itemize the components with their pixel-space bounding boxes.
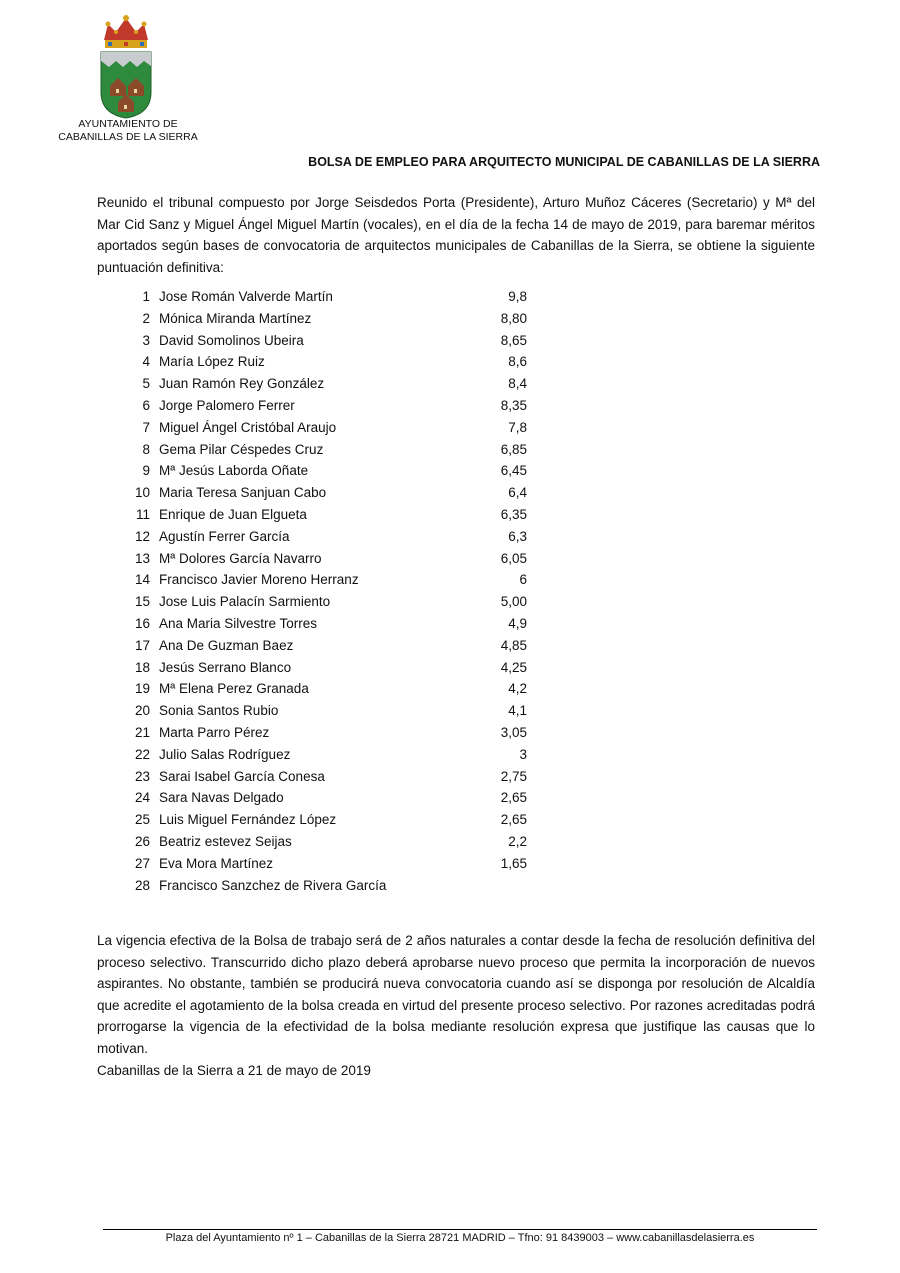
candidate-score: 2,75 bbox=[500, 768, 527, 784]
candidate-name: Jesús Serrano Blanco bbox=[159, 659, 292, 675]
rank-number: 27 bbox=[134, 855, 150, 871]
rank-number: 20 bbox=[134, 703, 150, 719]
ranking-row bbox=[128, 286, 538, 308]
footer-divider bbox=[103, 1229, 817, 1230]
rank-number: 22 bbox=[134, 746, 150, 762]
rank-number: 12 bbox=[134, 528, 150, 544]
ranking-row bbox=[128, 308, 538, 330]
candidate-score: 2,2 bbox=[508, 833, 527, 849]
issuer-line-2: CABANILLAS DE LA SIERRA bbox=[58, 130, 198, 143]
candidate-score: 4,85 bbox=[500, 637, 527, 653]
rank-number: 5 bbox=[142, 376, 150, 392]
candidate-name: Mª Dolores García Navarro bbox=[159, 550, 322, 566]
candidate-name: Jose Román Valverde Martín bbox=[159, 289, 333, 304]
candidate-name: Beatriz estevez Seijas bbox=[159, 833, 292, 849]
ranking-row bbox=[128, 460, 538, 482]
rank-number: 6 bbox=[142, 397, 150, 413]
rank-number: 8 bbox=[142, 441, 150, 457]
ranking-row bbox=[128, 766, 538, 788]
candidate-score: 3 bbox=[519, 746, 527, 762]
ranking-row bbox=[128, 613, 538, 635]
candidate-score: 6,05 bbox=[500, 550, 527, 566]
candidate-score: 6 bbox=[519, 572, 527, 588]
candidate-score: 4,25 bbox=[500, 659, 527, 675]
ranking-row bbox=[128, 482, 538, 504]
candidate-score: 8,80 bbox=[500, 310, 527, 326]
ranking-row bbox=[128, 548, 538, 570]
ranking-row bbox=[128, 330, 538, 352]
ranking-row bbox=[128, 787, 538, 809]
candidate-score: 4,9 bbox=[508, 615, 527, 631]
ranking-row bbox=[128, 504, 538, 526]
candidate-name: Ana De Guzman Baez bbox=[159, 637, 294, 653]
ranking-row bbox=[128, 744, 538, 766]
candidate-score: 6,4 bbox=[508, 485, 527, 501]
ranking-row bbox=[128, 678, 538, 700]
candidate-name: Miguel Ángel Cristóbal Araujo bbox=[159, 419, 337, 435]
rank-number: 17 bbox=[134, 637, 150, 653]
rank-number: 15 bbox=[134, 594, 150, 610]
candidate-name: Eva Mora Martínez bbox=[159, 855, 274, 871]
rank-number: 1 bbox=[142, 289, 150, 304]
intro-paragraph: Reunido el tribunal compuesto por Jorge Seisdedos Porta (Presidente), Arturo Muñoz Cáceres (Secretario) y Mª del Mar Cid Sanz y Miguel Ángel Miguel Martín (vocales), en el día de la fecha 14 de mayo de 2019, para baremar méritos aportados según bases de convocatoria de arquitectos municipales de Cabanillas de la Sierra, se obtiene la siguiente puntuación definitiva: bbox=[97, 195, 815, 275]
rank-number: 3 bbox=[142, 332, 150, 348]
municipal-coat-of-arms-icon bbox=[96, 14, 156, 120]
candidate-name: María López Ruiz bbox=[159, 354, 265, 370]
candidate-name: Mª Jesús Laborda Oñate bbox=[159, 463, 309, 479]
candidate-score: 3,05 bbox=[500, 724, 527, 740]
ranking-row bbox=[128, 439, 538, 461]
rank-number: 24 bbox=[134, 790, 150, 806]
rank-number: 11 bbox=[135, 506, 150, 522]
rank-number: 23 bbox=[134, 768, 150, 784]
candidate-name: Agustín Ferrer García bbox=[159, 528, 290, 544]
candidate-name: Sarai Isabel García Conesa bbox=[159, 768, 325, 784]
candidate-score: 1,65 bbox=[500, 855, 527, 871]
rank-number: 2 bbox=[142, 310, 150, 326]
candidate-score: 8,35 bbox=[500, 397, 527, 413]
candidate-name: Ana Maria Silvestre Torres bbox=[159, 615, 318, 631]
rank-number: 10 bbox=[134, 485, 150, 501]
rank-number: 28 bbox=[134, 877, 150, 893]
candidate-name: Maria Teresa Sanjuan Cabo bbox=[159, 485, 327, 501]
ranking-row bbox=[128, 417, 538, 439]
candidate-score: 6,45 bbox=[500, 463, 527, 479]
ranking-row bbox=[128, 526, 538, 548]
candidate-score: 9,8 bbox=[508, 289, 527, 304]
rank-number: 19 bbox=[134, 681, 150, 697]
rank-number: 25 bbox=[134, 812, 150, 828]
candidate-name: Marta Parro Pérez bbox=[159, 724, 270, 740]
issuer-name bbox=[40, 118, 216, 143]
ranking-row bbox=[128, 591, 538, 613]
ranking-row bbox=[128, 809, 538, 831]
ranking-row bbox=[128, 373, 538, 395]
candidate-name: Julio Salas Rodríguez bbox=[159, 746, 291, 762]
rank-number: 4 bbox=[142, 354, 150, 370]
ranking-row bbox=[128, 351, 538, 373]
ranking-row bbox=[128, 875, 538, 897]
ranking-row bbox=[128, 635, 538, 657]
footer-contact: Plaza del Ayuntamiento nº 1 – Cabanillas de la Sierra 28721 MADRID – Tfno: 91 8439003 – www.cabanillasdelasierra.es bbox=[165, 1232, 755, 1244]
candidate-name: Jose Luis Palacín Sarmiento bbox=[159, 594, 331, 610]
rank-number: 21 bbox=[134, 724, 150, 740]
candidate-score: 6,35 bbox=[500, 506, 527, 522]
ranking-row bbox=[128, 657, 538, 679]
candidate-name: Sara Navas Delgado bbox=[159, 790, 284, 806]
rank-number: 9 bbox=[142, 463, 150, 479]
candidate-score: 6,85 bbox=[500, 441, 527, 457]
rank-number: 26 bbox=[134, 833, 150, 849]
candidate-score: 8,65 bbox=[500, 332, 527, 348]
candidate-score: 2,65 bbox=[500, 790, 527, 806]
candidate-score: 8,6 bbox=[508, 354, 527, 370]
rank-number: 16 bbox=[134, 615, 150, 631]
candidate-name: Mª Elena Perez Granada bbox=[159, 681, 309, 697]
candidate-name: Sonia Santos Rubio bbox=[159, 703, 279, 719]
ranking-row bbox=[128, 722, 538, 744]
candidate-name: Francisco Javier Moreno Herranz bbox=[159, 572, 359, 588]
candidate-name: Mónica Miranda Martínez bbox=[159, 310, 312, 326]
document-title: BOLSA DE EMPLEO PARA ARQUITECTO MUNICIPAL DE CABANILLAS DE LA SIERRA bbox=[308, 155, 820, 169]
candidate-name: Jorge Palomero Ferrer bbox=[159, 397, 295, 413]
ranking-row bbox=[128, 569, 538, 591]
candidate-score: 5,00 bbox=[500, 594, 527, 610]
rank-number: 18 bbox=[134, 659, 150, 675]
candidate-name: Gema Pilar Céspedes Cruz bbox=[159, 441, 324, 457]
closing-paragraph: La vigencia efectiva de la Bolsa de trabajo será de 2 años naturales a contar desde la fecha de resolución definitiva del proceso selectivo. Transcurrido dicho plazo deberá aprobarse nuevo proceso que permita la incorporación de nuevos aspirantes. No obstante, también se producirá nueva convocatoria cuando así se disponga por resolución de Alcaldía que acredite el agotamiento de la bolsa creada en virtud del presente proceso selectivo. Por razones acreditadas podrá prorrogarse la vigencia de la efectividad de la bolsa mediante resolución expresa que justifique las causas que lo motivan. bbox=[97, 933, 815, 1056]
rank-number: 13 bbox=[134, 550, 150, 566]
candidate-score: 2,65 bbox=[500, 812, 527, 828]
ranking-row bbox=[128, 853, 538, 875]
candidate-score: 6,3 bbox=[508, 528, 527, 544]
ranking-row bbox=[128, 700, 538, 722]
issuer-line-1: AYUNTAMIENTO DE bbox=[78, 118, 178, 130]
ranking-row bbox=[128, 831, 538, 853]
candidate-name: Luis Miguel Fernández López bbox=[159, 812, 337, 828]
rank-number: 7 bbox=[142, 419, 150, 435]
candidate-name: David Somolinos Ubeira bbox=[159, 332, 304, 348]
rank-number: 14 bbox=[134, 572, 150, 588]
candidate-score: 8,4 bbox=[508, 376, 527, 392]
ranking-list bbox=[128, 286, 538, 896]
candidate-name: Enrique de Juan Elgueta bbox=[159, 506, 307, 522]
ranking-row bbox=[128, 395, 538, 417]
candidate-score: 4,2 bbox=[508, 681, 527, 697]
candidate-score: 7,8 bbox=[508, 419, 527, 435]
candidate-name: Juan Ramón Rey González bbox=[159, 376, 325, 392]
candidate-score: 4,1 bbox=[508, 703, 527, 719]
place-and-date: Cabanillas de la Sierra a 21 de mayo de 2019 bbox=[97, 1063, 371, 1078]
candidate-name: Francisco Sanzchez de Rivera García bbox=[159, 877, 387, 893]
